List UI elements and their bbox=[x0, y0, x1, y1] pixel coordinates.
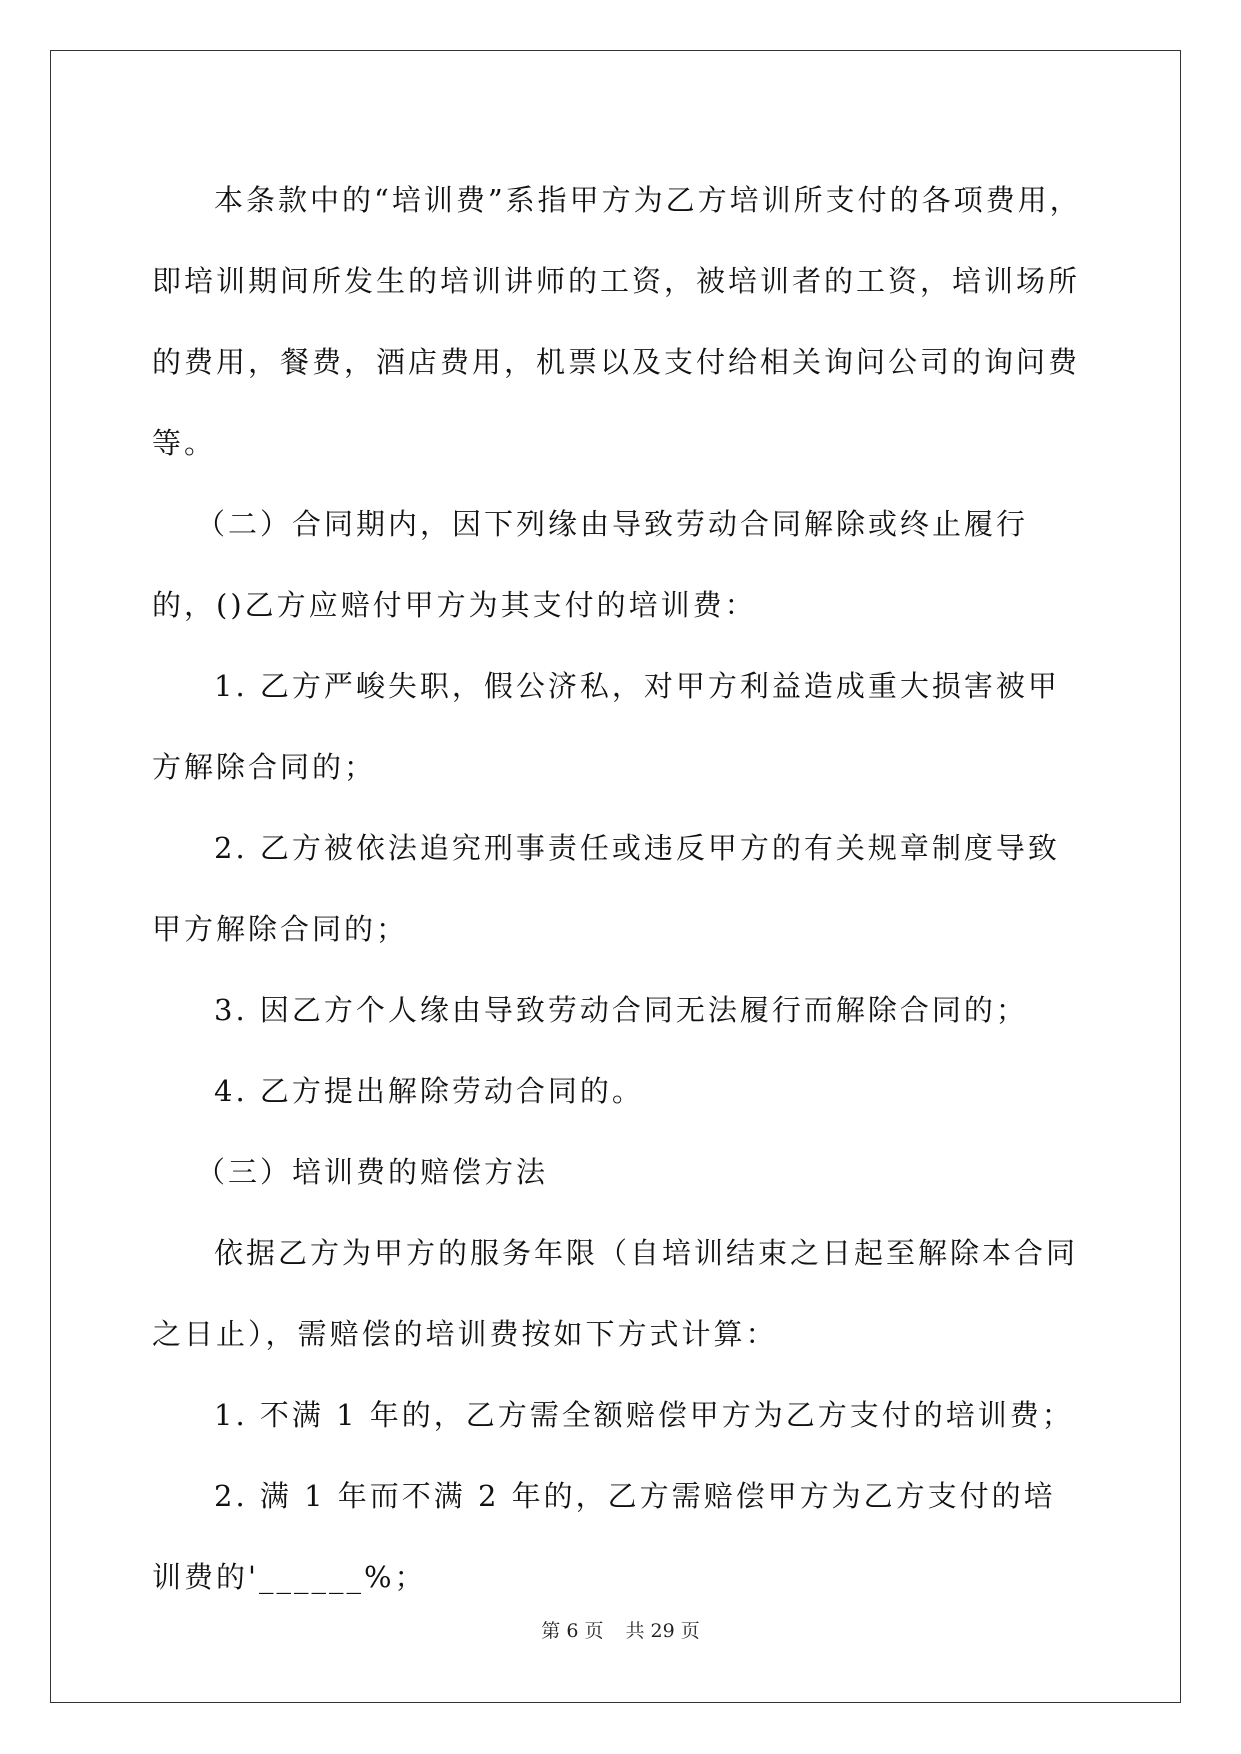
paragraph-section-three-heading: （三）培训费的赔偿方法 bbox=[196, 1155, 549, 1189]
list-item-clause-4: 4. 乙方提出解除劳动合同的。 bbox=[214, 1074, 644, 1108]
page-number: 第 6 页 bbox=[541, 1620, 604, 1642]
paragraph-section-two-heading: （二）合同期内，因下列缘由导致劳动合同解除或终止履行的，()乙方应赔付甲方为其支付的培训费： bbox=[152, 507, 1029, 622]
page-footer bbox=[0, 1616, 1241, 1643]
list-item-clause-3: 3. 因乙方个人缘由导致劳动合同无法履行而解除合同的； bbox=[214, 993, 1028, 1027]
list-item-clause-2: 2. 乙方被依法追究刑事责任或违反甲方的有关规章制度导致甲方解除合同的； bbox=[152, 831, 1060, 946]
list-item-clause-1: 1. 乙方严峻失职，假公济私，对甲方利益造成重大损害被甲方解除合同的； bbox=[152, 669, 1060, 784]
page-total: 共 29 页 bbox=[625, 1620, 700, 1642]
document-body bbox=[152, 160, 1085, 1618]
list-item-compensation-1: 1. 不满 1 年的，乙方需全额赔偿甲方为乙方支付的培训费； bbox=[214, 1398, 1074, 1432]
paragraph-training-fee-definition: 本条款中的“培训费”系指甲方为乙方培训所支付的各项费用，即培训期间所发生的培训讲师的工资，被培训者的工资，培训场所的费用，餐费，酒店费用，机票以及支付给相关询问公司的询问费等。 bbox=[152, 183, 1082, 460]
list-item-compensation-2: 2. 满 1 年而不满 2 年的，乙方需赔偿甲方为乙方支付的培训费的'______%； bbox=[152, 1479, 1056, 1594]
paragraph-compensation-basis: 依据乙方为甲方的服务年限（自培训结束之日起至解除本合同之日止），需赔偿的培训费按如下方式计算： bbox=[152, 1236, 1079, 1351]
